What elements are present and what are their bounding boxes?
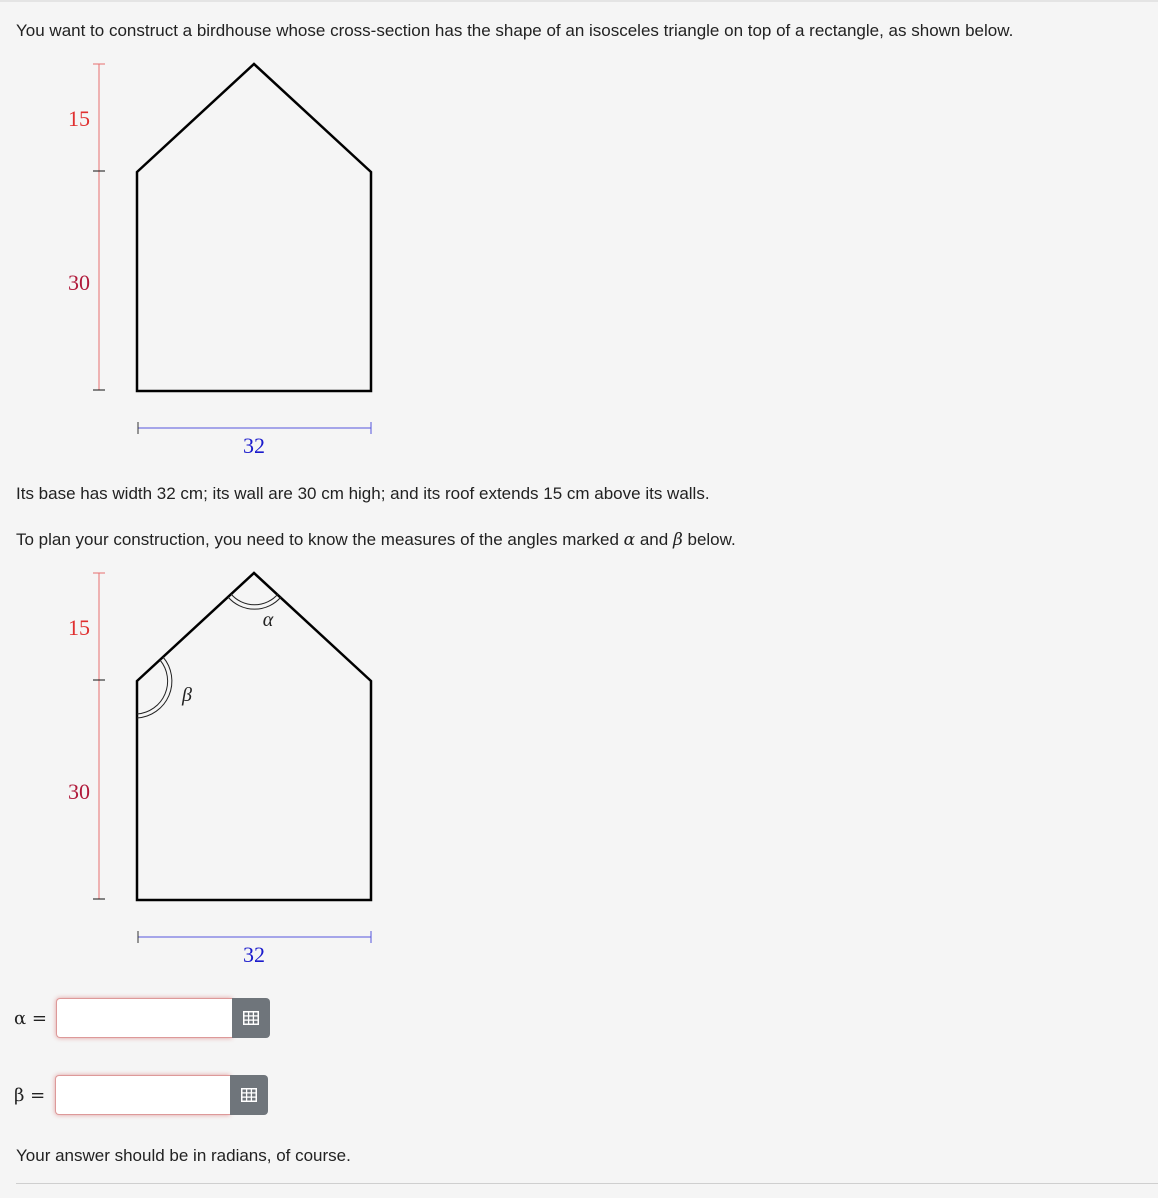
alpha-symbol: α xyxy=(623,530,636,550)
base-width-label: 32 xyxy=(243,942,265,967)
alpha-keyboard-button[interactable] xyxy=(232,998,270,1038)
beta-symbol: β xyxy=(672,530,683,550)
wall-height-label: 30 xyxy=(68,270,90,295)
beta-answer-label: β = xyxy=(14,1085,46,1106)
keyboard-grid-icon xyxy=(243,1011,259,1025)
plan-text: To plan your construction, you need to know the measures of the angles marked α and β below. xyxy=(16,530,736,550)
birdhouse-figure-2 xyxy=(0,509,420,979)
alpha-answer-label: α = xyxy=(14,1008,47,1029)
birdhouse-figure-1 xyxy=(0,0,420,470)
base-width-label: 32 xyxy=(243,433,265,458)
keyboard-grid-icon xyxy=(241,1088,257,1102)
dimensions-text: Its base has width 32 cm; its wall are 30 cm high; and its roof extends 15 cm above its walls. xyxy=(16,484,710,503)
alpha-angle-label: α xyxy=(262,609,274,631)
roof-height-label: 15 xyxy=(68,106,90,131)
beta-answer-input[interactable] xyxy=(55,1075,230,1115)
birdhouse-outline xyxy=(137,573,371,900)
wall-height-label: 30 xyxy=(68,779,90,804)
bottom-divider xyxy=(16,1183,1158,1184)
beta-keyboard-button[interactable] xyxy=(230,1075,268,1115)
alpha-answer-input[interactable] xyxy=(56,998,232,1038)
footer-text: Your answer should be in radians, of course. xyxy=(16,1146,351,1165)
beta-angle-label: β xyxy=(182,684,192,706)
intro-text: You want to construct a birdhouse whose cross-section has the shape of an isosceles triangle on top of a rectangle, as shown below. xyxy=(16,21,1014,40)
roof-height-label: 15 xyxy=(68,615,90,640)
alpha-angle-arc-inner xyxy=(231,594,278,605)
birdhouse-outline xyxy=(137,64,371,391)
